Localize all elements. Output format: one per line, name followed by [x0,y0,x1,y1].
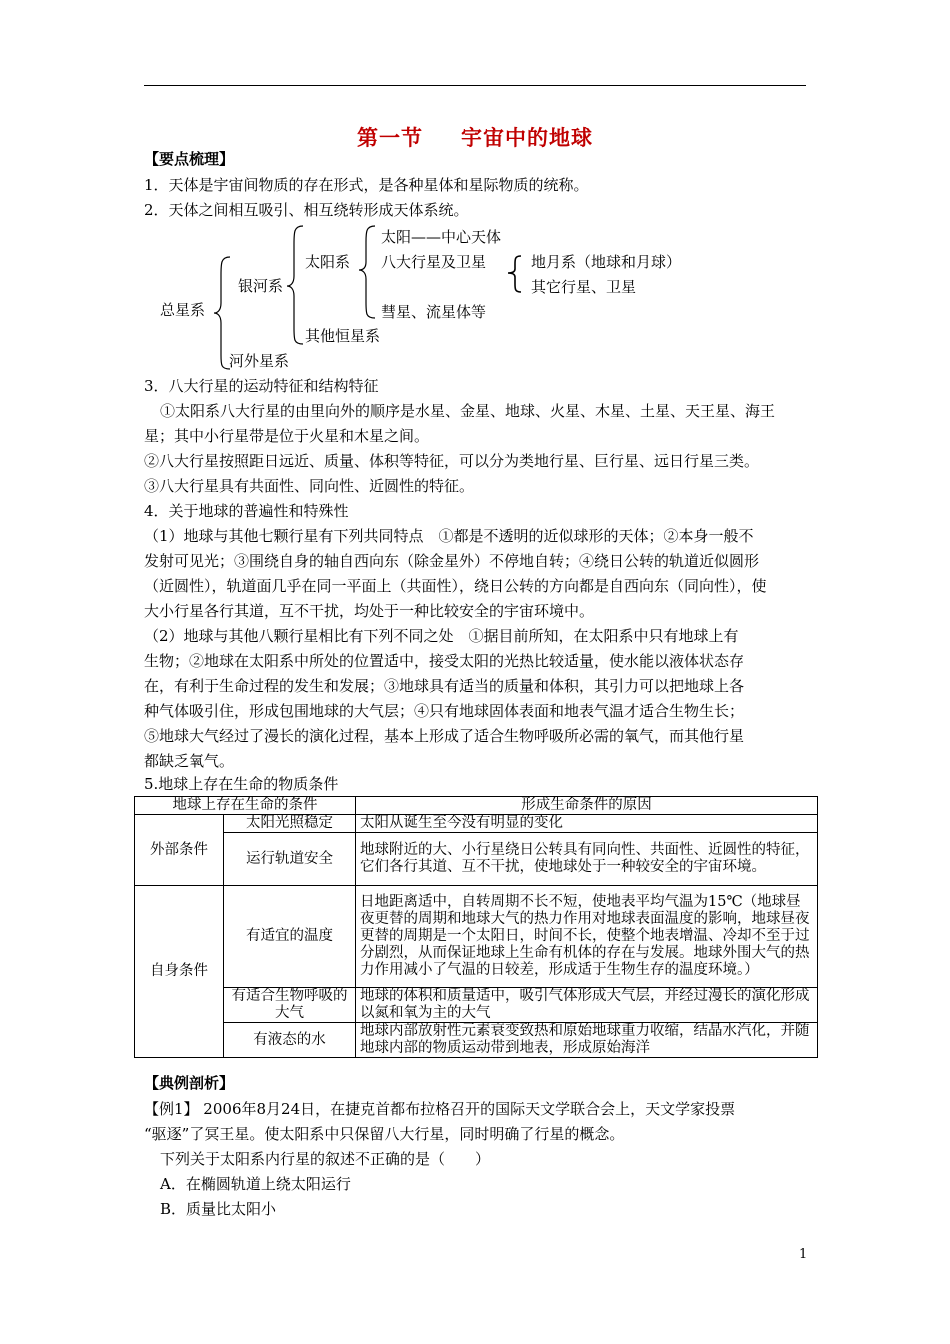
point-3-b: ②八大行星按照距日远近、质量、体积等特征，可以分为类地行星、巨行星、远日行星三类。 [144,452,760,470]
table-cell-reason: 太阳从诞生至今没有明显的变化 [356,815,818,833]
example-1-line2: “驱逐”了冥王星。使太阳系中只保留八大行星，同时明确了行星的概念。 [144,1125,625,1143]
point-4-1-line4: 大小行星各行其道，互不干扰，均处于一种比较安全的宇宙环境中。 [144,602,595,620]
point-4-1-line2: 发射可见光；③围绕自身的轴自西向东（除金星外）不停地自转；④绕日公转的轨道近似圆形 [144,552,760,570]
tree-root-label: 总星系 [160,301,206,319]
tree-galaxy-label: 银河系 [238,277,284,295]
point-4-heading: 4．关于地球的普遍性和特殊性 [144,502,349,520]
point-1: 1．天体是宇宙间物质的存在形式，是各种星体和星际物质的统称。 [144,176,589,194]
point-2: 2．天体之间相互吸引、相互绕转形成天体系统。 [144,201,469,219]
point-5-heading: 5.地球上存在生命的物质条件 [144,775,339,793]
point-4-2-line2: 生物；②地球在太阳系中所处的位置适中，接受太阳的光热比较适量，使水能以液体状态存 [144,652,745,670]
point-4-2-line4: 种气体吸引住，形成包围地球的大气层；④只有地球固体表面和地表气温才适合生物生长； [144,702,745,720]
section-heading-key-points: 【要点梳理】 [144,150,235,168]
point-3-heading: 3．八大行星的运动特征和结构特征 [144,377,379,395]
table-cell-reason: 日地距离适中，自转周期不长不短，使地表平均气温为15℃（地球昼夜更替的周期和地球大气的热力作用对地球表面温度的影响，地球昼夜更替的周期是一个太阳日，时间不长，使整个地表增温、冷却不至于过分剧烈，从而保证地球上生命有机体的存在与发展。地球外围大气的热力作用减小了气温的日较差，形成适于生物生存的温度环境。） [356,886,818,988]
tree-brace-solar [358,224,378,320]
table-row [135,886,818,988]
title-section: 第一节 [357,126,423,150]
tree-other-planets-label: 其它行星、卫星 [531,278,637,296]
table-cell-condition: 有适宜的温度 [224,886,356,988]
option-b: B．质量比太阳小 [160,1200,277,1218]
table-cell-condition: 有液态的水 [224,1023,356,1058]
point-4-2-line3: 在，有利于生命过程的发生和发展；③地球具有适当的质量和体积，其引力可以把地球上各 [144,677,745,695]
point-4-2-line1: （2）地球与其他八颗行星相比有下列不同之处 ①据目前所知，在太阳系中只有地球上有 [144,627,739,645]
table-header-condition: 地球上存在生命的条件 [135,797,356,815]
table-cell-reason: 地球附近的大、小行星绕日公转具有同向性、共面性、近圆性的特征，它们各行其道、互不干扰，使地球处于一种较安全的宇宙环境。 [356,833,818,886]
table-cell-reason: 地球的体积和质量适中，吸引气体形成大气层，并经过漫长的演化形成以氮和氧为主的大气 [356,988,818,1023]
tree-sun-label: 太阳——中心天体 [381,228,502,246]
table-cell-condition: 有适合生物呼吸的大气 [224,988,356,1023]
point-4-2-line6: 都缺乏氧气。 [144,752,235,770]
tree-earth-moon-label: 地月系（地球和月球） [531,253,682,271]
table-cell-condition: 太阳光照稳定 [224,815,356,833]
tree-solar-system-label: 太阳系 [305,253,351,271]
table-group-self: 自身条件 [135,886,224,1058]
table-cell-condition: 运行轨道安全 [224,833,356,886]
tree-extragalactic-label: 河外星系 [229,352,290,370]
tree-planets-label: 八大行星及卫星 [381,253,487,271]
header-rule [144,85,806,86]
example-1-line1: 【例1】 2006年8月24日，在捷克首都布拉格召开的国际天文学联合会上，天文学家投票 [144,1100,736,1118]
point-3-a-line2: 星；其中小行星带是位于火星和木星之间。 [144,427,430,445]
page-number: 1 [799,1247,808,1262]
page-title [0,122,950,152]
life-conditions-table [134,796,818,1058]
table-group-external: 外部条件 [135,815,224,886]
point-4-2-line5: ⑤地球大气经过了漫长的演化过程，基本上形成了适合生物呼吸所必需的氧气，而其他行星 [144,727,745,745]
tree-other-stars-label: 其他恒星系 [305,327,381,345]
point-3-a-line1: ①太阳系八大行星的由里向外的顺序是水星、金星、地球、火星、木星、土星、天王星、海王 [160,402,776,420]
table-header-reason: 形成生命条件的原因 [356,797,818,815]
table-row [135,815,818,833]
option-a: A．在椭圆轨道上绕太阳运行 [160,1175,351,1193]
table-row [135,1023,818,1058]
section-heading-examples: 【典例剖析】 [144,1074,235,1092]
point-4-1-line1: （1）地球与其他七颗行星有下列共同特点 ①都是不透明的近似球形的天体；②本身一般不 [144,527,754,545]
title-topic: 宇宙中的地球 [461,126,593,150]
tree-brace-planets [505,254,525,294]
tree-brace-galaxy [286,224,306,346]
point-3-c: ③八大行星具有共面性、同向性、近圆性的特征。 [144,477,475,495]
table-cell-reason: 地球内部放射性元素衰变致热和原始地球重力收缩，结晶水汽化，并随地球内部的物质运动带到地表，形成原始海洋 [356,1023,818,1058]
point-4-1-line3: （近圆性），轨道面几乎在同一平面上（共面性），绕日公转的方向都是自西向东（同向性），使 [144,577,767,595]
table-row [135,988,818,1023]
tree-comets-label: 彗星、流星体等 [381,303,487,321]
table-header-row [135,797,818,815]
table-row [135,833,818,886]
example-1-question: 下列关于太阳系内行星的叙述不正确的是（ ） [160,1150,491,1168]
